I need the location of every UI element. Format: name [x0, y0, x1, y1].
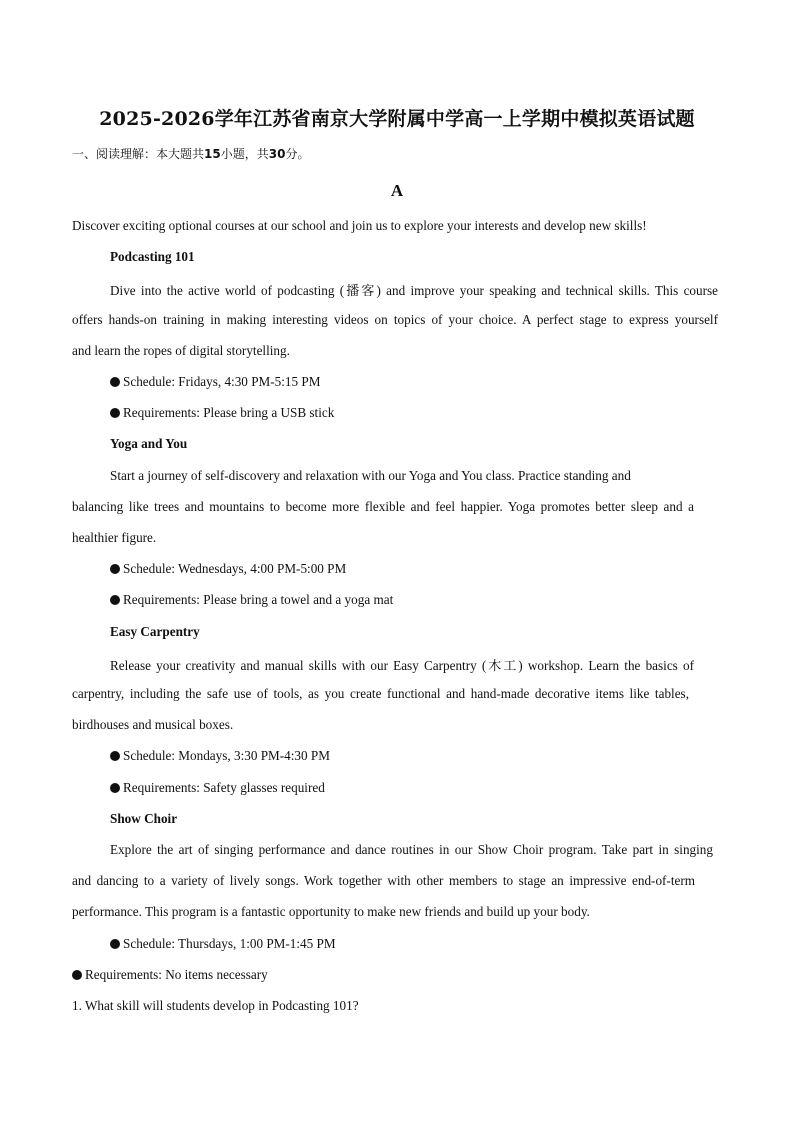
requirements-text: Requirements: Safety glasses required — [123, 780, 325, 795]
course-desc-line: Start a journey of self-discovery and relaxation with our Yoga and You class. Practice standing and — [110, 468, 631, 483]
question-1: 1. What skill will students develop in Podcasting 101? — [72, 998, 359, 1013]
question-count: 15 — [204, 147, 221, 161]
bullet-icon — [110, 595, 120, 605]
course-title-carpentry: Easy Carpentry — [110, 624, 200, 639]
course-desc-line: and learn the ropes of digital storytelling. — [72, 343, 290, 358]
total-score: 30 — [268, 147, 286, 161]
course-desc-line: birdhouses and musical boxes. — [72, 717, 234, 732]
schedule-item — [110, 374, 320, 390]
course-title-yoga: Yoga and You — [110, 436, 188, 451]
section-heading — [72, 145, 309, 162]
course-title-show-choir: Show Choir — [110, 811, 178, 826]
section-prefix: 一、阅读理解：本大题共 — [72, 147, 205, 161]
section-mid: 小题，共 — [220, 147, 269, 161]
bullet-icon — [72, 970, 82, 980]
course-title-podcasting: Podcasting 101 — [110, 249, 195, 264]
schedule-text: Schedule: Fridays, 4:30 PM-5:15 PM — [123, 374, 321, 389]
requirements-text: Requirements: No items necessary — [85, 967, 268, 982]
bullet-icon — [110, 564, 120, 574]
bullet-icon — [110, 377, 120, 387]
bullet-icon — [110, 783, 120, 793]
course-desc-line: and dancing to a variety of lively songs. Work together with other members to stage an impressive end-of-term — [72, 873, 695, 888]
course-desc-line: healthier figure. — [72, 530, 157, 545]
schedule-text: Schedule: Thursdays, 1:00 PM-1:45 PM — [123, 936, 336, 951]
course-desc-line: Explore the art of singing performance and dance routines in our Show Choir program. Take part in singing — [110, 842, 713, 857]
schedule-item — [110, 936, 336, 952]
exam-title: 2025-2026学年江苏省南京大学附属中学高一上学期中模拟英语试题 — [99, 108, 695, 130]
passage-intro: Discover exciting optional courses at our school and join us to explore your interests and develop new skills! — [72, 218, 647, 233]
bullet-icon — [110, 408, 120, 418]
course-desc-line: balancing like trees and mountains to become more flexible and feel happier. Yoga promotes better sleep and a — [72, 499, 694, 514]
requirements-item — [72, 967, 268, 983]
section-suffix: 分。 — [285, 147, 310, 161]
requirements-item — [110, 780, 325, 796]
requirements-item — [110, 592, 393, 608]
schedule-text: Schedule: Mondays, 3:30 PM-4:30 PM — [123, 748, 330, 763]
passage-letter: A — [390, 181, 404, 200]
course-desc-line: Dive into the active world of podcasting (播客) and improve your speaking and technical skills. This course — [110, 283, 718, 298]
course-desc-line: carpentry, including the safe use of tools, as you create functional and hand-made decorative items like tables, — [72, 686, 689, 701]
schedule-text: Schedule: Wednesdays, 4:00 PM-5:00 PM — [123, 561, 347, 576]
course-desc-line: performance. This program is a fantastic opportunity to make new friends and build up your body. — [72, 904, 590, 919]
bullet-icon — [110, 939, 120, 949]
course-desc-line: Release your creativity and manual skills with our Easy Carpentry (木工) workshop. Learn the basics of — [110, 658, 694, 673]
requirements-text: Requirements: Please bring a USB stick — [123, 405, 335, 420]
course-desc-line: offers hands-on training in making interesting videos on topics of your choice. A perfect stage to express yourself — [72, 312, 718, 327]
requirements-text: Requirements: Please bring a towel and a yoga mat — [123, 592, 394, 607]
schedule-item — [110, 748, 330, 764]
bullet-icon — [110, 751, 120, 761]
schedule-item — [110, 561, 346, 577]
requirements-item — [110, 405, 334, 421]
